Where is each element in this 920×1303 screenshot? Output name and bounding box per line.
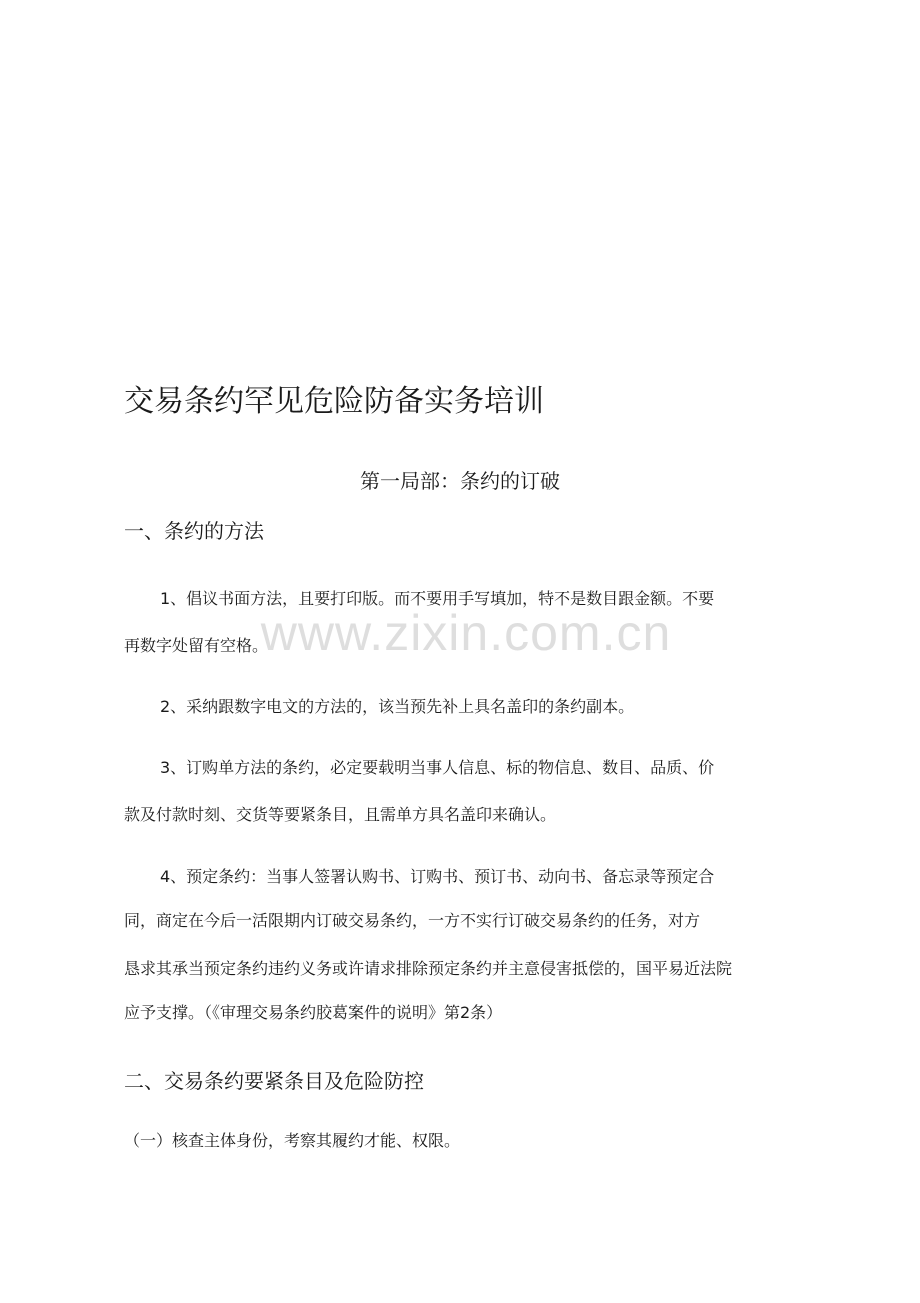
- paragraph-2-line-1: 2、采纳跟数字电文的方法的，该当预先补上具名盖印的条约副本。: [160, 697, 635, 716]
- subsection-1: （一）核查主体身份，考察其履约才能、权限。: [124, 1131, 461, 1150]
- paragraph-4-line-4: 应予支撑。（《审理交易条约胶葛案件的说明》第2条）: [124, 1003, 503, 1022]
- paragraph-4-line-3: 恳求其承当预定条约违约义务或许请求排除预定条约并主意侵害抵偿的，国平易近法院: [124, 959, 733, 978]
- paragraph-1-line-2: 再数字处留有空格。: [124, 636, 269, 655]
- document-title: 交易条约罕见危险防备实务培训: [124, 384, 544, 419]
- paragraph-4-line-2: 同，商定在今后一活限期内订破交易条约，一方不实行订破交易条约的任务，对方: [124, 911, 701, 930]
- part-title: 第一局部：条约的订破: [360, 469, 560, 493]
- paragraph-3-line-1: 3、订购单方法的条约，必定要载明当事人信息、标的物信息、数目、品质、价: [160, 758, 715, 777]
- paragraph-4-line-1: 4、预定条约：当事人签署认购书、订购书、预订书、动向书、备忘录等预定合: [160, 867, 715, 886]
- section-heading-2: 二、交易条约要紧条目及危险防控: [124, 1069, 424, 1093]
- paragraph-1-line-1: 1、倡议书面方法，且要打印版。而不要用手写填加，特不是数目跟金额。不要: [160, 589, 715, 608]
- paragraph-3-line-2: 款及付款时刻、交货等要紧条目，且需单方具名盖印来确认。: [124, 805, 557, 824]
- watermark: www.zixin.com.cn: [260, 605, 672, 661]
- section-heading-1: 一、条约的方法: [124, 519, 264, 543]
